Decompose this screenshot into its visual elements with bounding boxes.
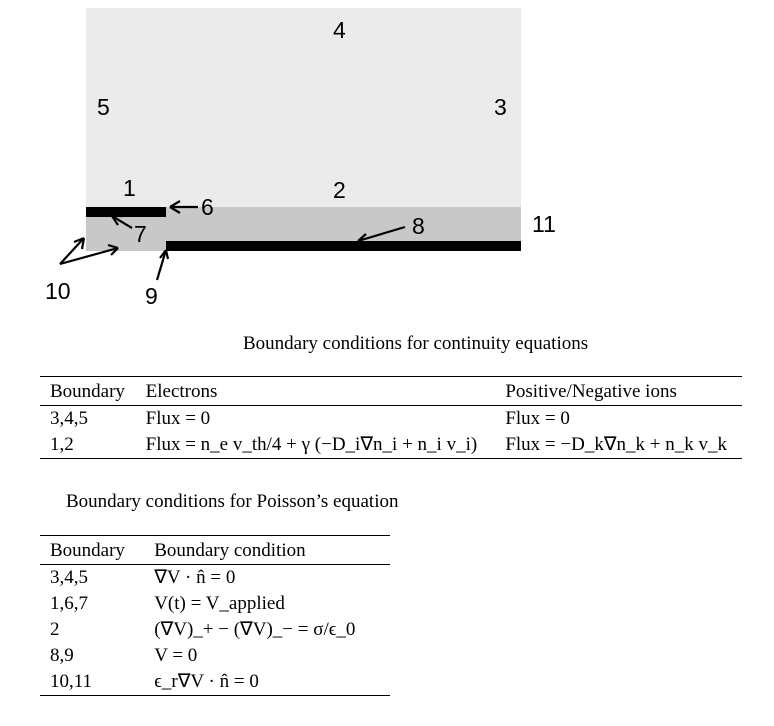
- table-row: [40, 565, 390, 592]
- cell-electrons: Flux = n_e v_th/4 + γ (−D_i∇n_i + n_i v_i): [145, 434, 478, 455]
- label-4: 4: [333, 17, 346, 43]
- header-boundary: Boundary: [50, 381, 125, 402]
- label-7: 7: [134, 221, 147, 247]
- continuity-caption: Boundary conditions for continuity equations: [243, 333, 589, 354]
- label-5: 5: [97, 94, 110, 120]
- gas-region: [86, 8, 521, 208]
- cell-boundary: 1,6,7: [50, 593, 88, 614]
- cell-condition: ϵ_r∇V · n̂ = 0: [154, 671, 259, 692]
- header-condition: Boundary condition: [154, 540, 306, 561]
- cell-boundary: 2: [50, 619, 60, 640]
- continuity-table: [40, 376, 742, 459]
- cell-condition: V = 0: [154, 645, 198, 666]
- poisson-caption: Boundary conditions for Poisson’s equation: [66, 491, 399, 512]
- label-8: 8: [412, 213, 425, 239]
- powered-electrode: [86, 207, 166, 217]
- table-row: [40, 617, 390, 643]
- table-row: [40, 432, 742, 459]
- poisson-header-row: [40, 538, 390, 565]
- cell-condition: ∇V · n̂ = 0: [154, 567, 236, 588]
- cell-boundary: 8,9: [50, 645, 74, 666]
- table-row: [40, 406, 742, 433]
- label-3: 3: [494, 94, 507, 120]
- cell-boundary: 1,2: [50, 434, 74, 455]
- cell-condition: (∇V)_+ − (∇V)_− = σ/ϵ_0: [154, 619, 356, 640]
- cell-boundary: 3,4,5: [50, 567, 88, 588]
- cell-ions: Flux = −D_k∇n_k + n_k v_k: [505, 434, 728, 455]
- label-1: 1: [123, 175, 136, 201]
- header-ions: Positive/Negative ions: [505, 381, 677, 402]
- table-row: [40, 591, 390, 617]
- table-row: [40, 669, 390, 696]
- header-boundary: Boundary: [50, 540, 125, 561]
- continuity-header-row: [40, 379, 742, 406]
- label-9: 9: [145, 283, 158, 309]
- header-electrons: Electrons: [145, 381, 218, 402]
- cell-ions: Flux = 0: [505, 408, 570, 429]
- label-10: 10: [45, 278, 71, 304]
- label-6: 6: [201, 194, 214, 220]
- label-11: 11: [532, 211, 556, 237]
- geometry-diagram: [0, 0, 774, 320]
- cell-boundary: 3,4,5: [50, 408, 88, 429]
- grounded-electrode: [166, 241, 521, 251]
- poisson-table: [40, 535, 390, 696]
- cell-electrons: Flux = 0: [145, 408, 211, 429]
- table-row: [40, 643, 390, 669]
- label-2: 2: [333, 177, 346, 203]
- cell-boundary: 10,11: [50, 671, 93, 692]
- cell-condition: V(t) = V_applied: [154, 593, 285, 614]
